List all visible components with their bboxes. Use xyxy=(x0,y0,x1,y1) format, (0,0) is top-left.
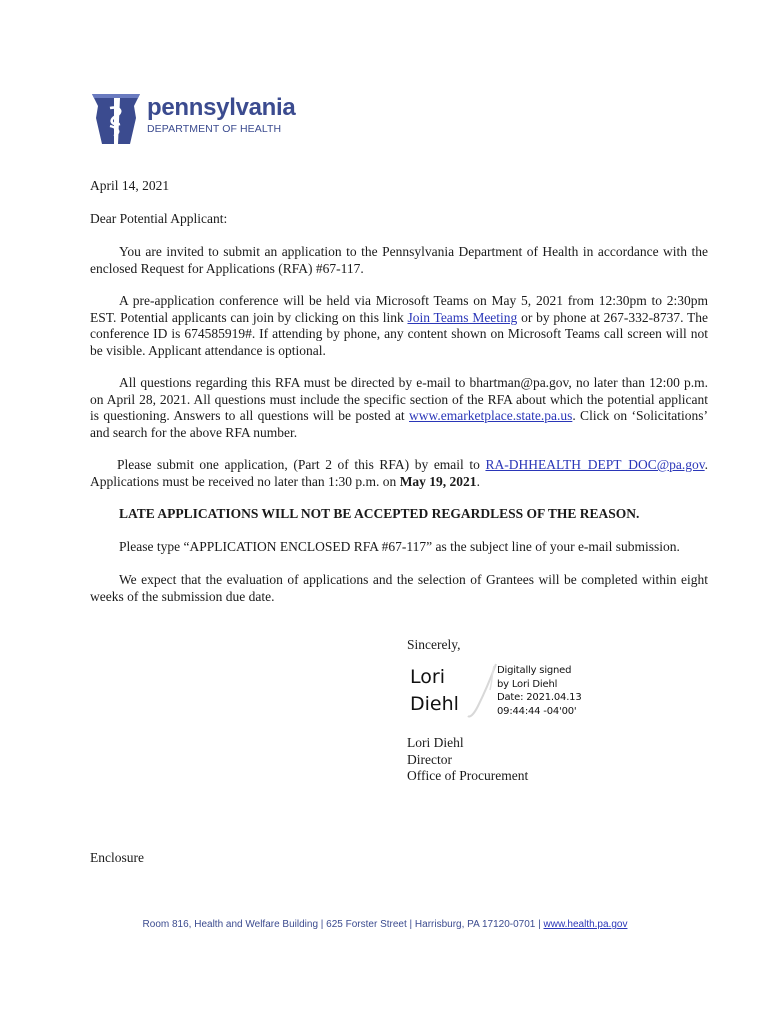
paragraph-2-text-b: or by phone at 267-332-8737. The conference ID is 674585919#. If attending by phone, any content shown on Microsoft Teams call screen will not be visible. Applicant attendance is optional. xyxy=(90,309,708,358)
logo-department: DEPARTMENT OF HEALTH xyxy=(147,123,282,135)
signer-title: Director xyxy=(407,751,452,767)
salutation: Dear Potential Applicant: xyxy=(90,211,228,226)
join-teams-link[interactable]: Join Teams Meeting xyxy=(407,309,518,325)
deadline-date: May 19, 2021 xyxy=(399,473,477,489)
signature-meta-line-4: 09:44:44 -04'00' xyxy=(497,705,577,717)
signer-office: Office of Procurement xyxy=(407,768,529,783)
logo-wordmark: pennsylvania xyxy=(147,94,296,121)
paragraph-2-text-a: A pre-application conference will be held via Microsoft Teams on May 5, 2021 from 12:30pm to 2:30pm EST. Potential applicants can join by clicking on this link xyxy=(90,293,708,325)
submission-email-link[interactable]: RA-DHHEALTH_DEPT_DOC@pa.gov xyxy=(485,457,705,472)
paragraph-4-text-b: . Applications must be received no later than 1:30 p.m. on xyxy=(90,457,708,489)
footer xyxy=(0,919,770,930)
letter-date: April 14, 2021 xyxy=(90,178,170,193)
emarketplace-link[interactable]: www.emarketplace.state.pa.us xyxy=(409,408,573,423)
pa-health-logo xyxy=(90,92,310,146)
signature-meta-line-2: by Lori Diehl xyxy=(497,678,558,690)
paragraph-4-text-c: . xyxy=(476,473,480,489)
signer-name: Lori Diehl xyxy=(407,735,464,750)
paragraph-6: Please type “APPLICATION ENCLOSED RFA #67-117” as the subject line of your e-mail submission. xyxy=(119,539,680,554)
paragraph-3-text-b: . Click on ‘Solicitations’ and search for the above RFA number. xyxy=(90,408,708,440)
paragraph-3 xyxy=(90,375,708,441)
footer-address: Room 816, Health and Welfare Building | 625 Forster Street | Harrisburg, PA 17120-0701 | xyxy=(142,919,544,930)
enclosure-note: Enclosure xyxy=(90,850,144,865)
closing: Sincerely, xyxy=(407,637,461,652)
paragraph-3-text-a: All questions regarding this RFA must be directed by e-mail to bhartman@pa.gov, no later than 12:00 p.m. on April 28, 2021. All questions must include the specific section of the RFA about which the potential applicant is questioning. Answers to all questions will be posted at xyxy=(90,375,708,423)
signature-meta-line-3: Date: 2021.04.13 xyxy=(497,692,582,703)
footer-website-link[interactable]: www.health.pa.gov xyxy=(543,919,628,930)
paragraph-4-text-a: Please submit one application, (Part 2 of this RFA) by email to xyxy=(117,457,486,472)
digital-signature-details xyxy=(497,664,582,718)
signature-meta-line-1: Digitally signed xyxy=(497,665,572,676)
paragraph-4 xyxy=(90,457,708,490)
paragraph-2 xyxy=(90,293,708,359)
late-applications-notice: LATE APPLICATIONS WILL NOT BE ACCEPTED REGARDLESS OF THE REASON. xyxy=(119,506,640,521)
paragraph-7: We expect that the evaluation of applications and the selection of Grantees will be completed within eight weeks of the submission due date. xyxy=(90,572,708,604)
signer-block xyxy=(407,735,528,785)
keystone-icon xyxy=(90,92,144,146)
digital-signature-name xyxy=(410,664,459,718)
paragraph-1: You are invited to submit an application to the Pennsylvania Department of Health in accordance with the enclosed Request for Applications (RFA) #67-117. xyxy=(90,244,708,276)
signature-first-name: Lori xyxy=(410,666,445,688)
signature-last-name: Diehl xyxy=(410,693,459,715)
